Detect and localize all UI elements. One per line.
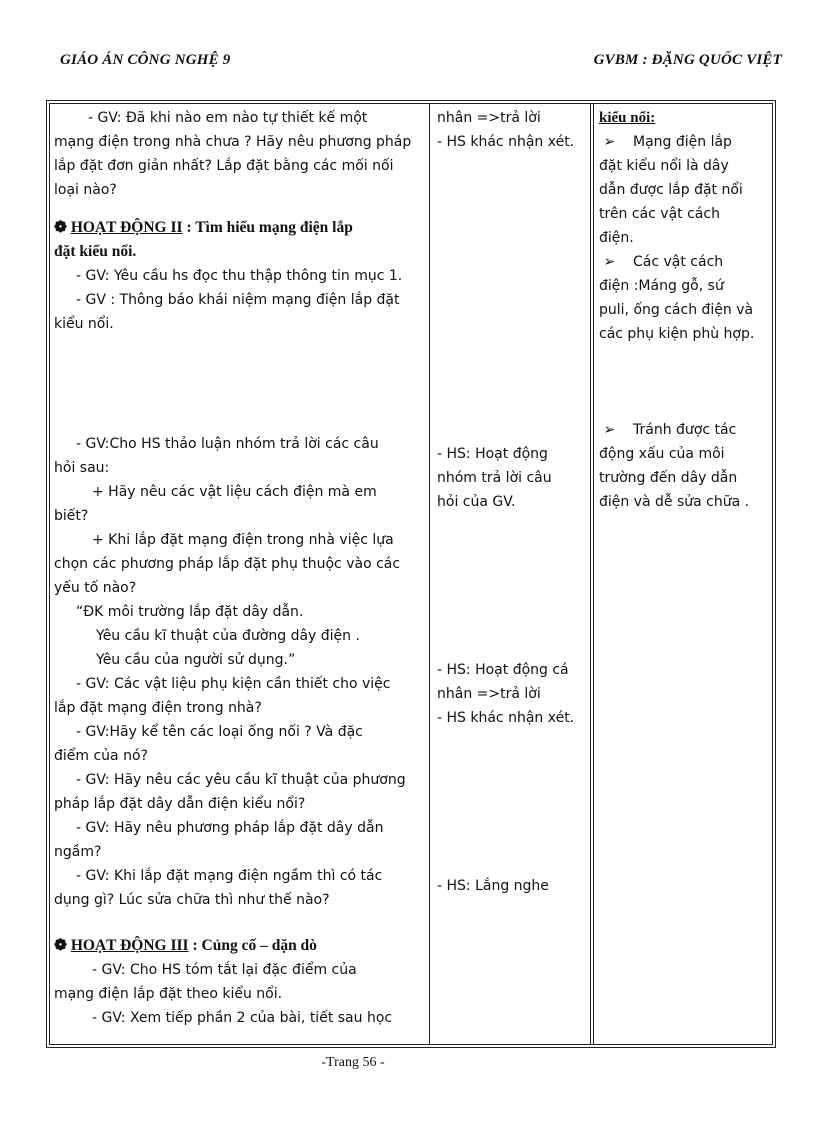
teacher-activity-column: [54, 106, 426, 1030]
table-border-left-inner: [49, 103, 50, 1045]
text-line: - GV: Xem tiếp phần 2 của bài, tiết sau học: [92, 1010, 393, 1026]
arrow-bullet-icon: ➢: [603, 134, 616, 150]
text-line: mạng điện trong nhà chưa ? Hãy nêu phương pháp: [54, 134, 412, 150]
header-author: GVBM : ĐẶNG QUỐC VIỆT: [593, 52, 782, 68]
text-line: động xấu của môi: [599, 446, 725, 462]
flower-bullet-icon: ❁: [54, 219, 67, 236]
spacer: [54, 202, 426, 216]
text-line: loại nào?: [54, 182, 117, 198]
column-divider-2a: [590, 103, 591, 1045]
text-line: - GV: Cho HS tóm tắt lại đặc điểm của: [92, 962, 357, 978]
page-number: -Trang 56 -: [321, 1055, 385, 1070]
text-line: nhân =>trả lời: [437, 686, 541, 702]
text-span: Các vật cách: [633, 254, 724, 270]
student-activity-column: [437, 106, 587, 898]
text-line: kiểu nổi.: [54, 316, 114, 332]
text-line: điện.: [599, 230, 634, 246]
column-divider-2b: [593, 103, 594, 1045]
text-line: - GV:Hãy kể tên các loại ống nối ? Và đặc: [76, 724, 363, 740]
activity-2-subtitle: : Tìm hiểu mạng điện lắp: [186, 219, 353, 236]
text-line: trên các vật cách: [599, 206, 720, 222]
text-line: biết?: [54, 508, 89, 524]
activity-3-subtitle: : Củng cố – dặn dò: [192, 937, 317, 954]
text-line: ngầm?: [54, 844, 102, 860]
text-line: điện :Máng gỗ, sứ: [599, 278, 724, 294]
text-line: - HS khác nhận xét.: [437, 710, 575, 726]
text-line: yếu tố nào?: [54, 580, 137, 596]
text-line: lắp đặt đơn giản nhất? Lắp đặt bằng các mối nối: [54, 158, 394, 174]
spacer: [54, 336, 426, 432]
content-column: [599, 106, 761, 514]
text-line: hỏi sau:: [54, 460, 110, 476]
text-line: + Khi lắp đặt mạng điện trong nhà việc lựa: [92, 532, 394, 548]
spacer: [599, 346, 761, 418]
arrow-bullet-icon: ➢: [603, 422, 616, 438]
section-title: kiểu nổi:: [599, 110, 656, 126]
header-title: GIÁO ÁN CÔNG NGHỆ 9: [60, 52, 231, 68]
activity-2-heading: [54, 216, 426, 240]
spacer: [437, 514, 587, 658]
activity-3-heading: [54, 934, 426, 958]
text-line: Yêu cầu kĩ thuật của đường dây điện .: [96, 628, 360, 644]
text-line: [599, 130, 761, 154]
text-line: điểm của nó?: [54, 748, 148, 764]
flower-bullet-icon: ❁: [54, 937, 67, 954]
text-line: Yêu cầu của người sử dụng.”: [96, 652, 296, 668]
text-line: chọn các phương pháp lắp đặt phụ thuộc vào các: [54, 556, 401, 572]
text-line: điện và dễ sửa chữa .: [599, 494, 750, 510]
spacer: [437, 154, 587, 442]
table-border-bottom-inner: [49, 1044, 773, 1045]
text-span: Tránh được tác: [633, 422, 737, 438]
text-line: pháp lắp đặt dây dẫn điện kiểu nổi?: [54, 796, 306, 812]
text-line: lắp đặt mạng điện trong nhà?: [54, 700, 262, 716]
text-line: - HS: Lắng nghe: [437, 878, 549, 894]
text-line: [599, 418, 761, 442]
text-line: puli, ống cách điện và: [599, 302, 754, 318]
table-border-top-inner: [49, 103, 773, 104]
text-line: dẫn được lắp đặt nổi: [599, 182, 743, 198]
spacer: [54, 912, 426, 934]
text-span: Mạng điện lắp: [633, 134, 732, 150]
text-line: mạng điện lắp đặt theo kiểu nổi.: [54, 986, 283, 1002]
table-border-right: [775, 100, 776, 1048]
table-border-bottom: [46, 1047, 776, 1048]
activity-3-title: HOẠT ĐỘNG III: [70, 937, 189, 954]
text-line: + Hãy nêu các vật liệu cách điện mà em: [92, 484, 377, 500]
text-line: - GV: Hãy nêu các yêu cầu kĩ thuật của phương: [76, 772, 406, 788]
text-line: - HS: Hoạt động: [437, 446, 548, 462]
text-line: - GV : Thông báo khái niệm mạng điện lắp đặt: [76, 292, 400, 308]
table-border-right-inner: [772, 103, 773, 1045]
text-line: hỏi của GV.: [437, 494, 516, 510]
activity-2-subtitle-cont: đặt kiểu nổi.: [54, 243, 137, 260]
activity-2-title: HOẠT ĐỘNG II: [70, 219, 183, 236]
text-line: - GV: Các vật liệu phụ kiện cần thiết cho việc: [76, 676, 391, 692]
text-line: trường đến dây dẫn: [599, 470, 738, 486]
text-line: - GV: Đã khi nào em nào tự thiết kế một: [88, 110, 368, 126]
text-line: - GV: Yêu cầu hs đọc thu thập thông tin mục 1.: [76, 268, 403, 284]
text-line: - GV: Hãy nêu phương pháp lắp đặt dây dẫn: [76, 820, 384, 836]
text-line: - HS: Hoạt động cá: [437, 662, 569, 678]
text-line: “ĐK môi trường lắp đặt dây dẫn.: [76, 604, 304, 620]
column-divider-1: [429, 103, 430, 1045]
text-line: nhân =>trả lời: [437, 110, 541, 126]
arrow-bullet-icon: ➢: [603, 254, 616, 270]
text-line: đặt kiểu nổi là dây: [599, 158, 729, 174]
text-line: các phụ kiện phù hợp.: [599, 326, 755, 342]
table-border-top: [46, 100, 776, 101]
text-line: - GV:Cho HS thảo luận nhóm trả lời các câu: [76, 436, 379, 452]
text-line: [599, 250, 761, 274]
spacer: [437, 730, 587, 874]
text-line: dụng gì? Lúc sửa chữa thì như thế nào?: [54, 892, 330, 908]
text-line: - HS khác nhận xét.: [437, 134, 575, 150]
text-line: - GV: Khi lắp đặt mạng điện ngầm thì có tác: [76, 868, 383, 884]
text-line: nhóm trả lời câu: [437, 470, 552, 486]
table-border-left: [46, 100, 47, 1048]
